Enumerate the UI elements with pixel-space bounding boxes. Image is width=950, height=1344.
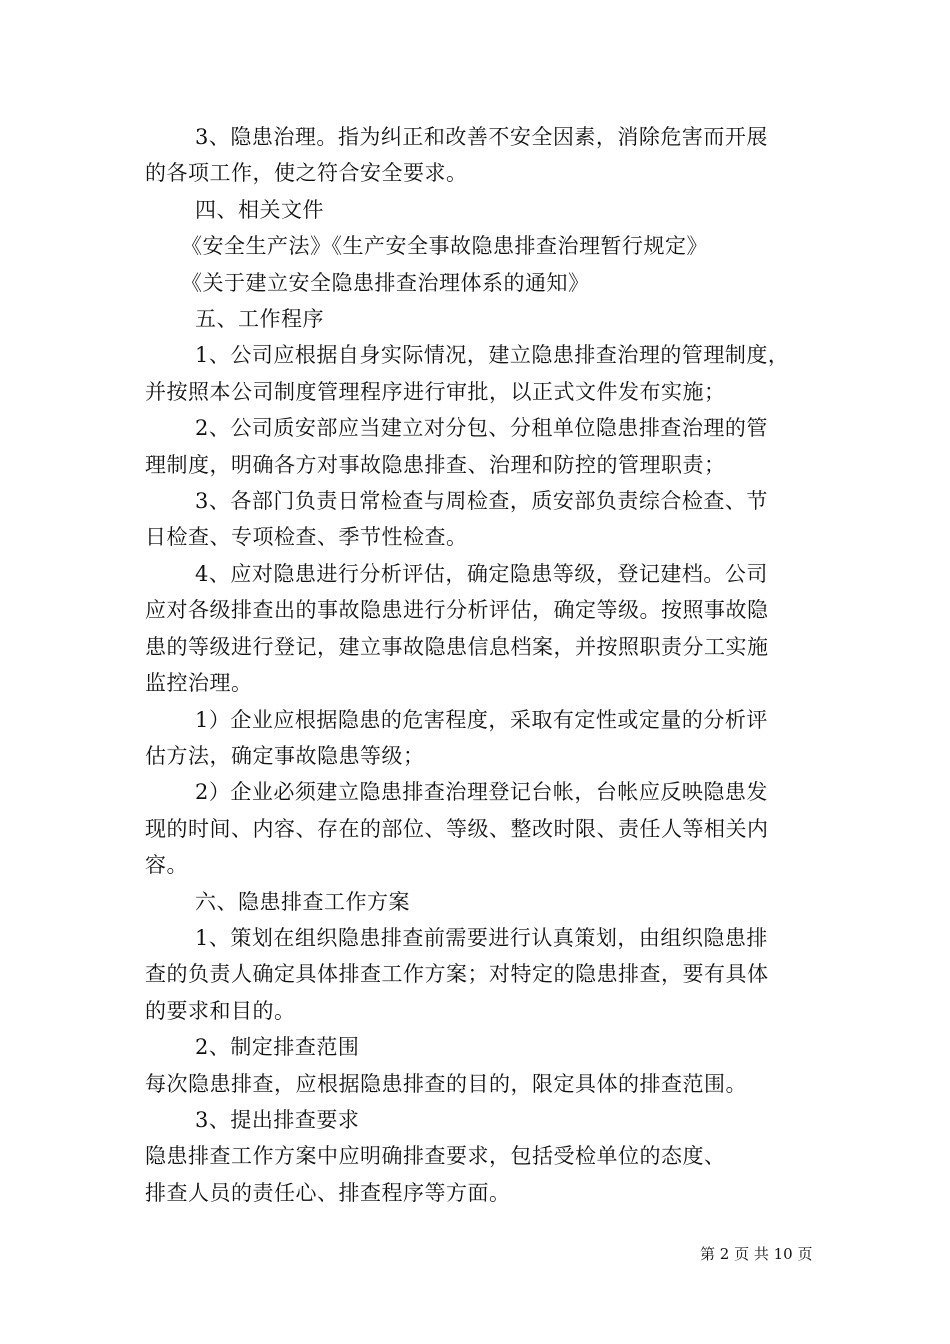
paragraph-line: 理制度，明确各方对事故隐患排查、治理和防控的管理职责；	[145, 452, 726, 477]
section-heading: 四、相关文件	[195, 197, 324, 222]
paragraph-line: 3、隐患治理。指为纠正和改善不安全因素，消除危害而开展	[195, 125, 768, 149]
paragraph-line: 的各项工作，使之符合安全要求。	[145, 161, 468, 186]
paragraph-line: 2、公司质安部应当建立对分包、分租单位隐患排查治理的管	[195, 416, 768, 441]
paragraph-line: 现的时间、内容、存在的部位、等级、整改时限、责任人等相关内	[145, 816, 769, 841]
paragraph-line: 容。	[145, 853, 188, 878]
paragraph-line: 监控治理。	[145, 671, 253, 696]
paragraph-line: 1）企业应根据隐患的危害程度，采取有定性或定量的分析评	[195, 707, 768, 732]
paragraph-line: 2、制定排查范围	[195, 1035, 360, 1060]
paragraph-line: 1、策划在组织隐患排查前需要进行认真策划，由组织隐患排	[195, 925, 768, 950]
paragraph-line: 排查人员的责任心、排查程序等方面。	[145, 1180, 511, 1205]
paragraph-line: 4、应对隐患进行分析评估，确定隐患等级，登记建档。公司	[195, 561, 768, 586]
paragraph-line: 隐患排查工作方案中应明确排查要求，包括受检单位的态度、	[145, 1144, 726, 1169]
paragraph-line: 的要求和目的。	[145, 998, 296, 1023]
paragraph-line: 3、提出排查要求	[195, 1107, 360, 1132]
paragraph-line: 1、公司应根据自身实际情况，建立隐患排查治理的管理制度，	[195, 343, 790, 368]
paragraph-line: 患的等级进行登记，建立事故隐患信息档案，并按照职责分工实施	[145, 634, 769, 659]
paragraph-line: 估方法，确定事故隐患等级；	[145, 743, 425, 768]
page-number-footer: 第 2 页 共 10 页	[700, 1245, 813, 1263]
paragraph-line: 《安全生产法》《生产安全事故隐患排查治理暂行规定》	[181, 234, 708, 259]
paragraph-line: 应对各级排查出的事故隐患进行分析评估，确定等级。按照事故隐	[145, 598, 769, 623]
paragraph-line: 查的负责人确定具体排查工作方案；对特定的隐患排查，要有具体	[145, 962, 769, 987]
paragraph-line: 每次隐患排查，应根据隐患排查的目的，限定具体的排查范围。	[145, 1071, 747, 1096]
document-body	[145, 119, 813, 1211]
paragraph-line: 日检查、专项检查、季节性检查。	[145, 525, 468, 550]
section-heading: 五、工作程序	[195, 307, 324, 332]
paragraph-line: 并按照本公司制度管理程序进行审批，以正式文件发布实施；	[145, 379, 726, 404]
paragraph-line: 2）企业必须建立隐患排查治理登记台帐，台帐应反映隐患发	[195, 780, 768, 805]
paragraph-line: 3、各部门负责日常检查与周检查，质安部负责综合检查、节	[195, 489, 768, 514]
section-heading: 六、隐患排查工作方案	[195, 889, 410, 914]
paragraph-line: 《关于建立安全隐患排查治理体系的通知》	[181, 270, 590, 295]
